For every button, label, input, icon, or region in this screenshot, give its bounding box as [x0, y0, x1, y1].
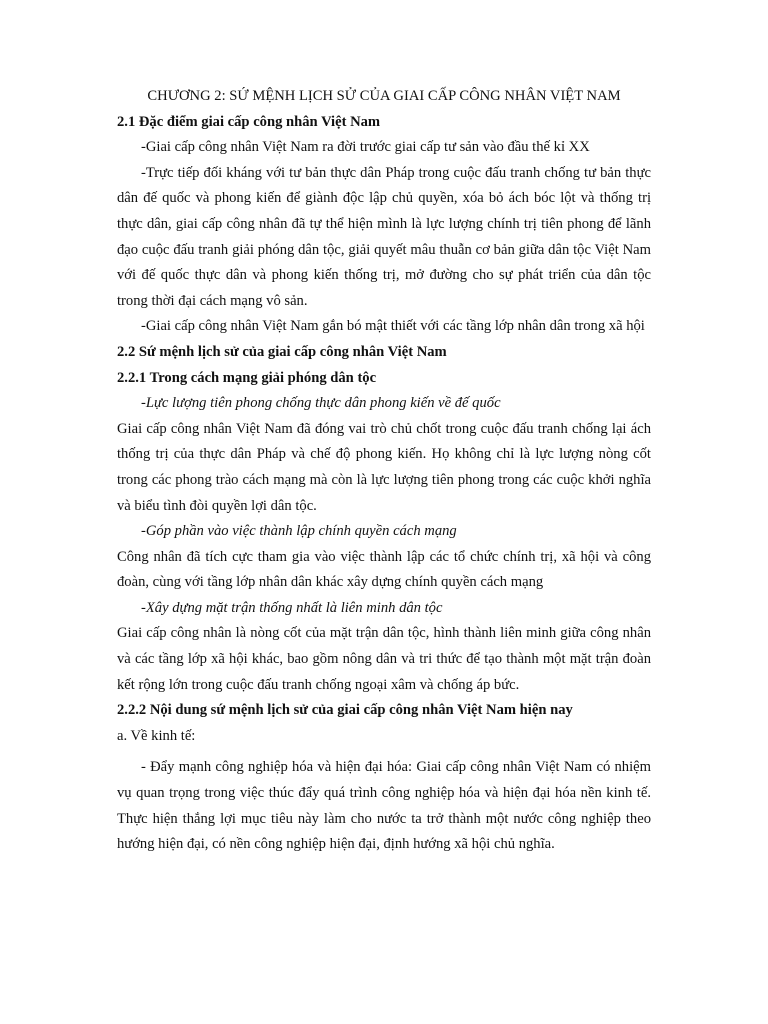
paragraph: -Giai cấp công nhân Việt Nam ra đời trước giai cấp tư sản vào đầu thế kỉ XX	[141, 139, 590, 156]
chapter-title: CHƯƠNG 2: SỨ MỆNH LỊCH SỬ CỦA GIAI CẤP CÔNG NHÂN VIỆT NAM	[147, 88, 621, 104]
italic-subheading: -Lực lượng tiên phong chống thực dân phong kiến về đế quốc	[141, 395, 501, 412]
italic-subheading: -Góp phần vào việc thành lập chính quyền cách mạng	[141, 523, 457, 540]
document-page	[117, 84, 651, 858]
paragraph: Giai cấp công nhân là nòng cốt của mặt trận dân tộc, hình thành liên minh giữa công nhân và các tầng lớp xã hội khác, bao gồm nông dân và tri thức để tạo thành một mặt trận đoàn kết rộng lớn trong cuộc đấu tranh chống ngoại xâm và chống áp bức.	[117, 625, 651, 693]
section-heading-2-2-2: 2.2.2 Nội dung sứ mệnh lịch sử của giai cấp công nhân Việt Nam hiện nay	[117, 702, 573, 719]
paragraph: -Giai cấp công nhân Việt Nam gắn bó mật thiết với các tầng lớp nhân dân trong xã hội	[141, 318, 645, 335]
section-heading-2-1: 2.1 Đặc điểm giai cấp công nhân Việt Nam	[117, 113, 381, 130]
section-heading-2-2: 2.2 Sứ mệnh lịch sử của giai cấp công nhân Việt Nam	[117, 343, 447, 360]
paragraph: -Trực tiếp đối kháng với tư bản thực dân Pháp trong cuộc đấu tranh chống tư bản thực dân đế quốc và phong kiến để giành độc lập chủ quyền, xóa bỏ ách bóc lột và thống trị thực dân, giai cấp công nhân đã tự thể hiện mình là lực lượng chính trị tiên phong để lãnh đạo cuộc đấu tranh giải phóng dân tộc, giải quyết mâu thuẫn cơ bản giữa dân tộc Việt Nam với đế quốc thực dân và phong kiến thống trị, mở đường cho sự phát triển của dân tộc trong thời đại cách mạng vô sản.	[117, 164, 651, 309]
subsection-label: a. Về kinh tế:	[117, 727, 196, 744]
section-heading-2-2-1: 2.2.1 Trong cách mạng giải phóng dân tộc	[117, 369, 377, 386]
paragraph: Giai cấp công nhân Việt Nam đã đóng vai trò chủ chốt trong cuộc đấu tranh chống lại ách thống trị của thực dân Pháp và chế độ phong kiến. Họ không chỉ là lực lượng nòng cốt trong các phong trào cách mạng mà còn là lực lượng tiên phong trong các cuộc khởi nghĩa và biểu tình đòi quyền lợi dân tộc.	[117, 420, 651, 514]
paragraph: - Đẩy mạnh công nghiệp hóa và hiện đại hóa: Giai cấp công nhân Việt Nam có nhiệm vụ quan trọng trong việc thúc đẩy quá trình công nghiệp hóa và hiện đại hóa nền kinh tế. Thực hiện thắng lợi mục tiêu này làm cho nước ta trở thành một nước công nghiệp theo hướng hiện đại, có nền công nghiệp hiện đại, định hướng xã hội chủ nghĩa.	[117, 759, 651, 853]
paragraph: Công nhân đã tích cực tham gia vào việc thành lập các tổ chức chính trị, xã hội và công đoàn, cùng với tầng lớp nhân dân khác xây dựng chính quyền cách mạng	[117, 548, 651, 591]
italic-subheading: -Xây dựng mặt trận thống nhất là liên minh dân tộc	[141, 599, 443, 616]
